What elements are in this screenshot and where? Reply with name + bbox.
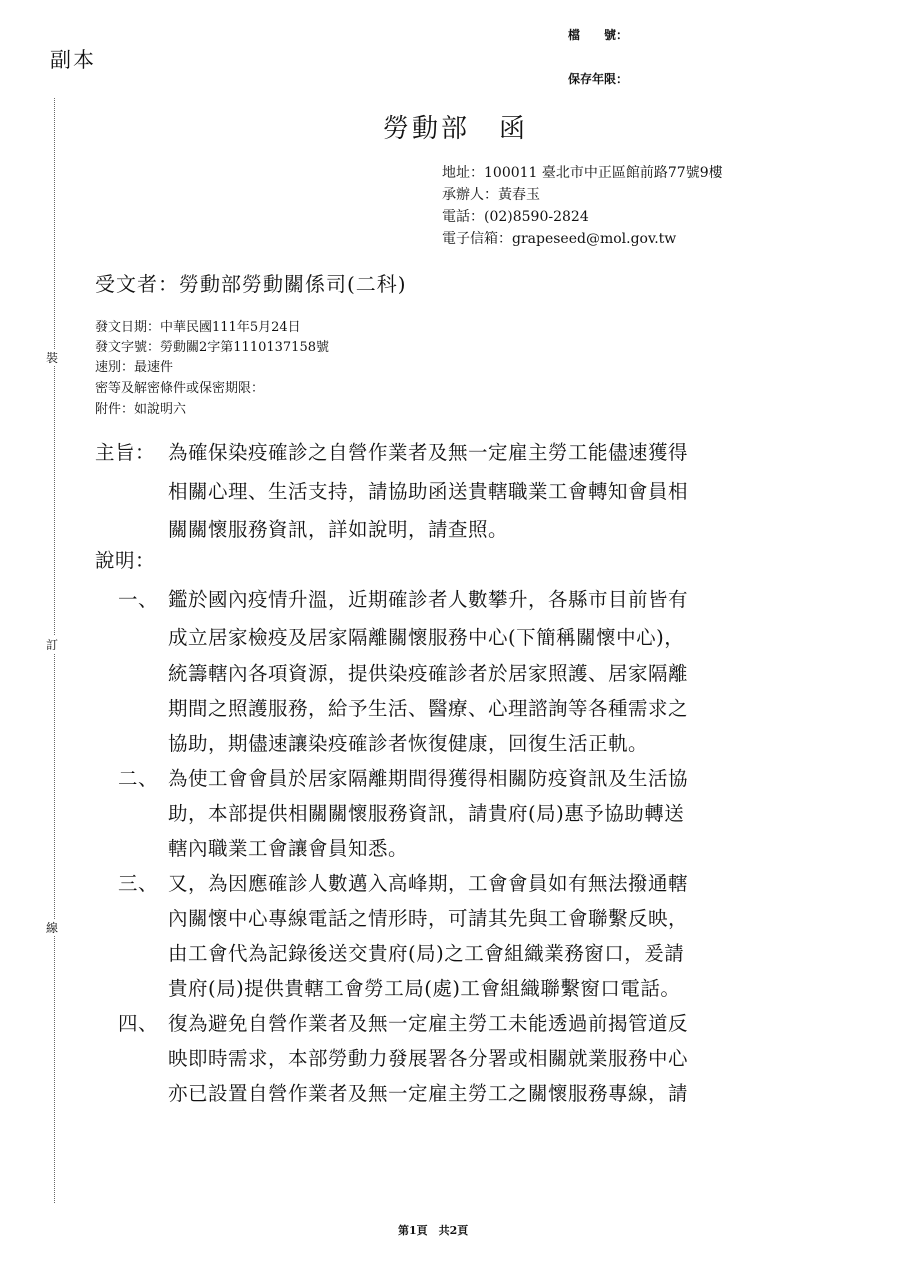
text-line: 映即時需求，本部勞動力發展署各分署或相關就業服務中心: [168, 1047, 689, 1070]
text-line: 相關心理、生活支持，請協助函送貴轄職業工會轉知會員相: [168, 480, 689, 503]
text-line: 助，本部提供相關關懷服務資訊，請貴府(局)惠予協助轉送: [168, 802, 685, 825]
text-line: 為使工會會員於居家隔離期間得獲得相關防疫資訊及生活協: [168, 767, 689, 790]
item-number: 二、: [118, 767, 159, 790]
text-line: 鑑於國內疫情升溫，近期確診者人數攀升，各縣市目前皆有: [168, 588, 689, 611]
item-number: 四、: [118, 1012, 159, 1035]
text-line: 內關懷中心專線電話之情形時，可請其先與工會聯繫反映，: [168, 907, 689, 930]
page-footer: 第1頁 共2頁: [398, 1224, 469, 1237]
recipient: 受文者：勞動部勞動關係司(二科): [95, 272, 407, 296]
subject-label: 主旨：: [95, 441, 156, 464]
address: 地址：100011 臺北市中正區館前路77號9樓: [442, 165, 723, 181]
email: 電子信箱：grapeseed@mol.gov.tw: [442, 231, 677, 247]
text-line: 成立居家檢疫及居家隔離關懷服務中心(下簡稱關懷中心)，: [168, 626, 685, 649]
text-line: 轄內職業工會讓會員知悉。: [168, 837, 409, 860]
item-number: 一、: [118, 588, 159, 611]
handler: 承辦人：黃春玉: [442, 187, 540, 203]
item-number: 三、: [118, 872, 159, 895]
text-line: 又，為因應確診人數邁入高峰期，工會會員如有無法撥通轄: [168, 872, 689, 895]
binding-mark: 裝: [46, 351, 59, 365]
explanation-label: 說明：: [95, 549, 156, 572]
dispatch-number: 發文字號：勞動關2字第1110137158號: [95, 340, 329, 355]
retention-label: 保存年限：: [568, 72, 629, 86]
text-line: 期間之照護服務，給予生活、醫療、心理諮詢等各種需求之: [168, 697, 689, 720]
document-title: 勞動部 函: [383, 114, 529, 144]
attachment: 附件：如說明六: [95, 402, 187, 417]
dispatch-date: 發文日期：中華民國111年5月24日: [95, 320, 301, 335]
text-line: 由工會代為記錄後送交貴府(局)之工會組織業務窗口，爰請: [168, 942, 685, 965]
binding-mark: 訂: [46, 638, 59, 652]
security-level: 密等及解密條件或保密期限：: [95, 381, 265, 396]
text-line: 貴府(局)提供貴轄工會勞工局(處)工會組織聯繫窗口電話。: [168, 977, 681, 1000]
text-line: 亦已設置自營作業者及無一定雇主勞工之關懷服務專線，請: [168, 1082, 689, 1105]
text-line: 統籌轄內各項資源，提供染疫確診者於居家照護、居家隔離: [168, 662, 689, 685]
copy-label: 副本: [50, 48, 96, 72]
text-line: 關關懷服務資訊，詳如說明，請查照。: [168, 518, 509, 541]
phone: 電話：(02)8590-2824: [442, 209, 589, 225]
text-line: 協助，期儘速讓染疫確診者恢復健康，回復生活正軌。: [168, 732, 649, 755]
file-number-label: 檔 號：: [568, 28, 629, 42]
text-line: 復為避免自營作業者及無一定雇主勞工未能透過前揭管道反: [168, 1012, 689, 1035]
binding-mark: 線: [46, 921, 59, 935]
text-line: 為確保染疫確診之自營作業者及無一定雇主勞工能儘速獲得: [168, 441, 689, 464]
dispatch-speed: 速別：最速件: [95, 360, 174, 375]
